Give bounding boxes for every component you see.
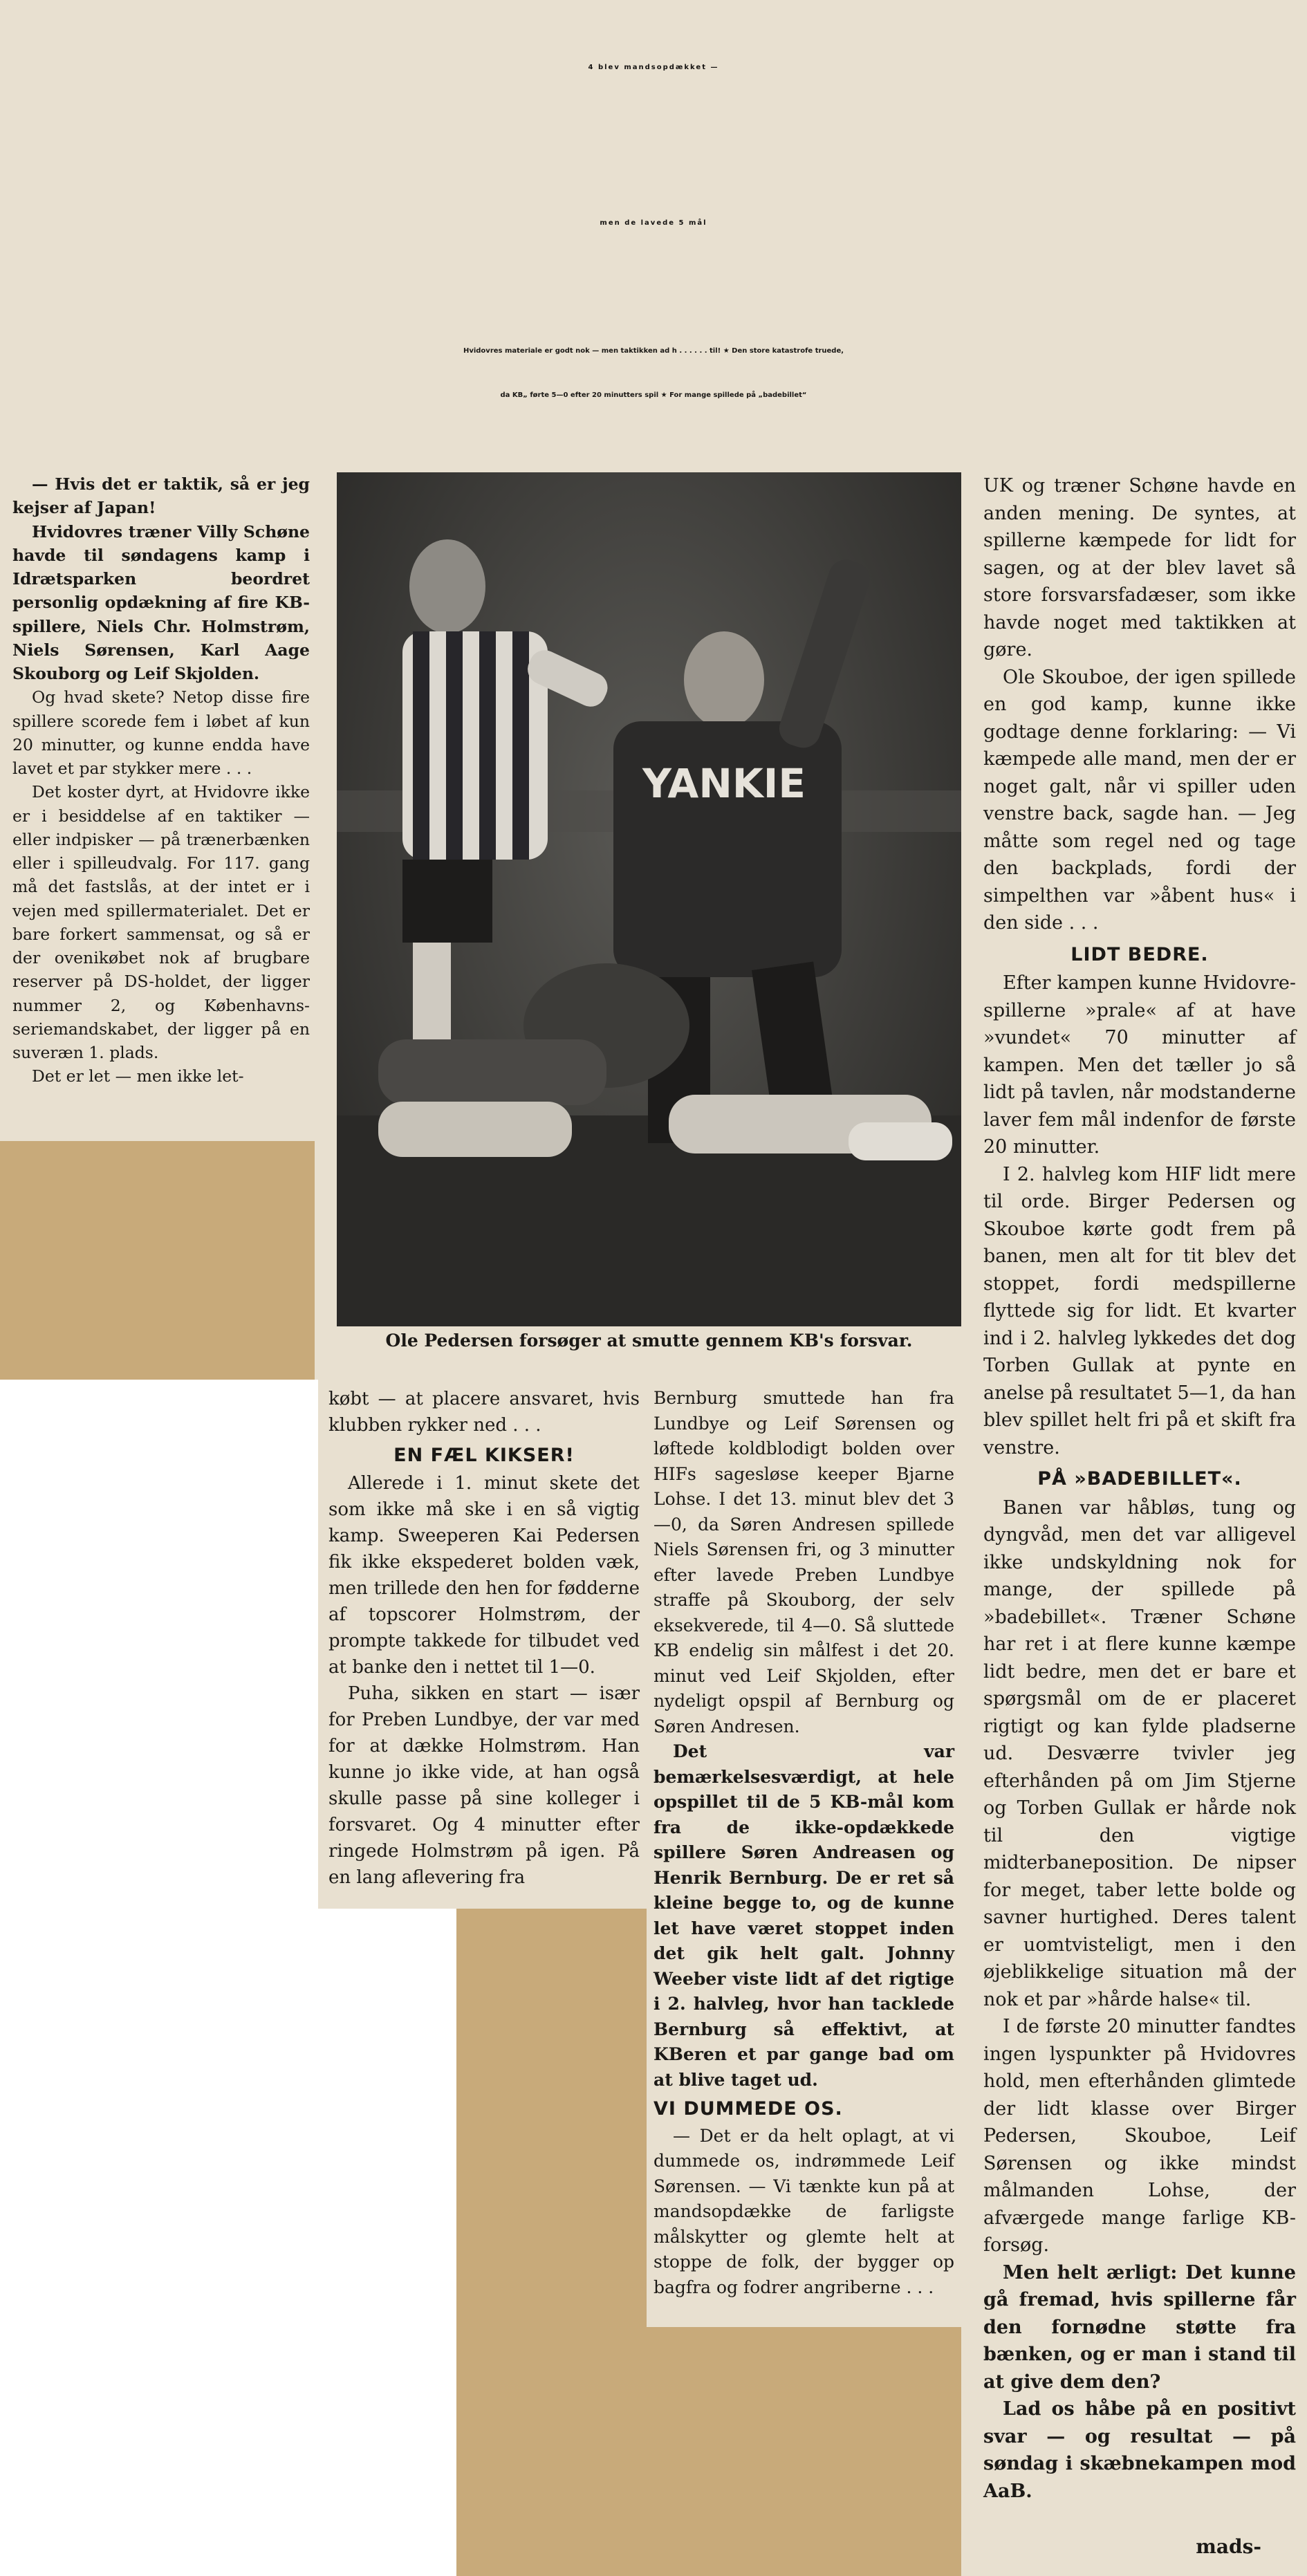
column-4: [983, 472, 1296, 2505]
paragraph: købt — at placere ansvaret, hvis klubben rykker ned . . .: [328, 1389, 640, 1436]
paragraph-bold: Lad os håbe på en positivt svar — og resultat — på søndag i skæbnekampen mod AaB.: [983, 2398, 1296, 2502]
paragraph-bold: Det var bemærkelsesværdigt, at hele opspillet til de 5 KB-mål kom fra de ikke-opdækkede spillere Søren Andreasen og Henrik Bernburg. De er ret så kleine begge to, og de kunne let have været stoppet inden det gik helt galt. Johnny Weeber viste lidt af det rigtige i 2. halvleg, hvor han tacklede Bernburg så effektivt, at KBeren et par gange bad om at blive taget ud.: [654, 1741, 954, 2090]
column-2: [328, 1386, 640, 1891]
paragraph: Allerede i 1. minut skete det som ikke må ske i en så vigtig kamp. Sweeperen Kai Pedersen fik ikke ekspederet bolden væk, men trillede den hen for fødderne af topscorer Holmstrøm, der prompte takkede for tilbudet ved at banke den i nettet til 1—0.: [328, 1473, 640, 1678]
subheading-en-fael-kikser: EN FÆL KIKSER!: [393, 1445, 575, 1466]
subheadline-line-2: da KB„ førte 5—0 efter 20 minutters spil ★ For mange spillede på „badebillet“: [500, 391, 807, 399]
headline-line-1: 4 blev mandsopdækket —: [588, 64, 719, 71]
match-photo-image: [337, 472, 961, 1326]
paragraph: Puha, sikken en start — især for Preben Lundbye, der var med for at dække Holmstrøm. Han kunne jo ikke vide, at han også skulle passe på sine kolleger i forsvaret. Og 4 minutter efter ringede Holmstrøm på igen. På en lang aflevering fra: [328, 1683, 640, 1888]
subheading-vi-dummede-os: VI DUMMEDE OS.: [654, 2098, 843, 2120]
match-photo: [337, 472, 961, 1326]
paragraph: Ole Skouboe, der igen spillede en god kamp, kunne ikke godtage denne forklaring: — Vi kæmpede alle mand, men der er noget galt, når vi spiller uden venstre back, sagde han. — Jeg måtte som regel ned og tage den backplads, fordi der simpelthen var »åbent hus« i den side . . .: [983, 666, 1296, 934]
paragraph: Og hvad skete? Netop disse fire spillere scorede fem i løbet af kun 20 minutter, og kunne endda have lavet et par stykker mere . . .: [12, 687, 310, 778]
paragraph: Efter kampen kunne Hvidovre-spillerne »prale« af at have »vundet« 70 minutter af kampen. Men det tæller jo så lidt på tavlen, når modstanderne laver fem mål indenfor de første 20 minutter.: [983, 972, 1296, 1158]
subheadline-line-1: Hvidovres materiale er godt nok — men taktikken ad h . . . . . . til! ★ Den store katastrofe truede,: [463, 347, 844, 355]
paragraph: UK og træner Schøne havde en anden mening. De syntes, at spillerne kæmpede for lidt for sagen, og at der blev lavet så store forsvarsfadæser, som ikke havde noget med taktikken at gøre.: [983, 475, 1296, 660]
author-byline: mads-: [1196, 2535, 1261, 2558]
cardboard-bottom-middle: [647, 2327, 961, 2576]
subheading-lidt-bedre: LIDT BEDRE.: [1070, 943, 1209, 965]
paragraph-bold: Men helt ærligt: Det kunne gå fremad, hvis spillerne får den fornødne støtte fra bænken, og er man i stand til at give dem den?: [983, 2261, 1296, 2393]
subheading-paa-badebillet: PÅ »BADEBILLET«.: [1037, 1468, 1242, 1490]
paragraph: — Det er da helt oplagt, at vi dummede os, indrømmede Leif Sørensen. — Vi tænkte kun på at mandsopdække de farligste målskytter og glemte helt at stoppe de folk, der bygger op bagfra og fodrer angriberne . . .: [654, 2125, 954, 2297]
column-3: [654, 1386, 954, 2300]
headline-line-2: men de lavede 5 mål: [600, 219, 707, 227]
paragraph: I 2. halvleg kom HIF lidt mere til orde. Birger Pedersen og Skouboe kørte godt frem på banen, men alt for tit blev det stoppet, fordi medspillerne flyttede sig for lidt. Et kvarter ind i 2. halvleg lykkedes det dog Torben Gullak at pynte en anelse på resultatet 5—1, da han blev spillet helt fri på et skift fra venstre.: [983, 1163, 1296, 1458]
photo-caption: Ole Pedersen forsøger at smutte gennem KB's forsvar.: [385, 1331, 913, 1351]
paragraph: Banen var håbløs, tung og dyngvåd, men det var alligevel ikke undskyldning nok for mange, der spillede på »badebillet«. Træner Schøne har ret i at flere kunne kæmpe lidt bedre, men det er bare et spørgsmål om de er placeret rigtigt og kan fylde pladserne ud. Desværre tvivler jeg efterhånden på om Jim Stjerne og Torben Gullak er hårde nok til den vigtige midterbaneposition. De nipser for meget, taber lette bolde og savner hurtighed. Deres talent er uomtvisteligt, men i den øjeblikkelige situation må der nok et par »hårde halse« til.: [983, 1497, 1296, 2010]
column-1-intro: Hvidovres træner Villy Schøne havde til søndagens kamp i Idrætsparken beordret personlig opdækning af fire KB-spillere, Niels Chr. Holmstrøm, Niels Sørensen, Karl Aage Skouborg og Leif Skjolden.: [12, 521, 310, 683]
cardboard-bottom: [456, 1909, 647, 2576]
paragraph: Bernburg smuttede han fra Lundbye og Leif Sørensen og løftede koldblodigt bolden over HIFs sagesløse keeper Bjarne Lohse. I det 13. minut blev det 3—0, da Søren Andresen spillede Niels Sørensen fri, og 3 minutter efter lavede Preben Lundbye straffe på Skouborg, der selv eksekverede, til 4—0. Så sluttede KB endelig sin målfest i det 20. minut ved Leif Skjolden, efter nydeligt opspil af Bernburg og Søren Andresen.: [654, 1388, 954, 1736]
paragraph: Det er let — men ikke let-: [32, 1066, 244, 1086]
cardboard-left: [0, 1141, 315, 1380]
shirt-sponsor-text: YANKIE: [642, 760, 806, 807]
paragraph: I de første 20 minutter fandtes ingen lyspunkter på Hvidovres hold, men efterhånden glimtede der lidt klasse over Birger Pedersen, Skouboe, Leif Sørensen og ikke mindst målmanden Lohse, der afværgede mange farlige KB-forsøg.: [983, 2016, 1296, 2256]
column-1-lead: — Hvis det er taktik, så er jeg kejser af Japan!: [12, 474, 310, 518]
column-1: [12, 472, 310, 1088]
paragraph: Det koster dyrt, at Hvidovre ikke er i besiddelse af en taktiker — eller indpisker — på trænerbænken eller i spilleudvalg. For 117. gang må det fastslås, at der intet er i vejen med spillermaterialet. Det er bare forkert sammensat, og så er der ovenikøbet nok af brugbare reserver på DS-holdet, der ligger nummer 2, og Københavns-seriemandskabet, der ligger på en suveræn 1. plads.: [12, 782, 310, 1062]
